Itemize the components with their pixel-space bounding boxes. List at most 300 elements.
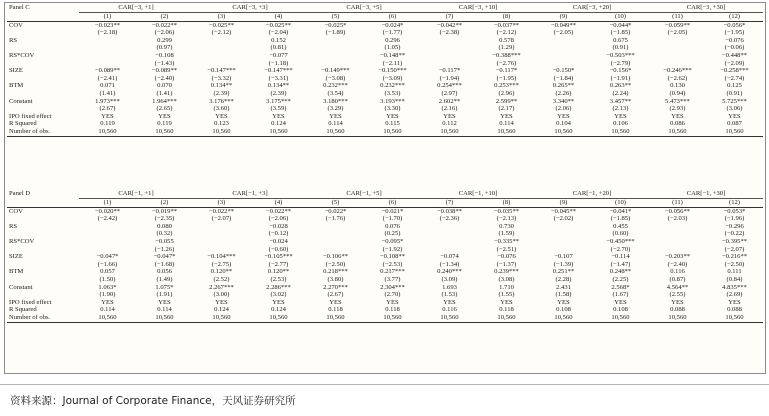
row-label: R Squared: [9, 120, 37, 128]
table-cell: −0.047*: [153, 253, 176, 261]
table-cell: −0.022*: [307, 207, 364, 215]
table-cell: (1.53): [441, 291, 458, 299]
table-cell: −0.019**: [136, 207, 193, 215]
column-number: (8): [502, 199, 511, 206]
table-cell: 0.134**: [267, 82, 290, 90]
table-cell: (−3.09): [382, 74, 403, 82]
table-cell: −0.296: [725, 222, 744, 230]
column-number: (7): [445, 13, 454, 20]
row-label: RS*COV: [9, 51, 35, 59]
table-cell: −0.047*: [96, 253, 119, 261]
table-cell: [421, 223, 478, 231]
spec-header: CAR[−1, +5]: [307, 189, 421, 199]
table-row: [7, 75, 763, 83]
spec-header: CAR[−3, +30]: [649, 3, 763, 13]
table-cell: (−2.75): [211, 260, 232, 268]
table-cell: [307, 223, 364, 231]
table-row: [7, 60, 763, 68]
table-cell: [79, 60, 136, 68]
table-cell: −0.025*: [307, 21, 364, 29]
table-cell: 0.578: [499, 36, 514, 44]
table-cell: 10,560: [250, 128, 307, 136]
table-cell: [421, 60, 478, 68]
table-cell: [79, 223, 136, 231]
table-cell: [307, 238, 364, 246]
table-cell: −0.108: [155, 51, 174, 59]
table-cell: −0.042**: [421, 21, 478, 29]
table-cell: [421, 246, 478, 254]
table-cell: 0.076: [385, 222, 400, 230]
table-cell: 2.270***: [323, 283, 348, 291]
table-cell: (0.32): [156, 230, 173, 238]
table-cell: (2.39): [213, 89, 230, 97]
table-cell: (−2.36): [439, 215, 460, 223]
table-row: [7, 223, 763, 231]
table-cell: (1.58): [555, 291, 572, 299]
table-cell: (3.77): [384, 275, 401, 283]
table-cell: (−2.51): [496, 245, 517, 253]
table-row: [7, 128, 763, 136]
table-cell: (−1.68): [154, 260, 175, 268]
column-number: (3): [217, 199, 226, 206]
table-cell: YES: [101, 298, 114, 306]
table-cell: [79, 246, 136, 254]
table-cell: [421, 238, 478, 246]
table-cell: [307, 52, 364, 60]
table-cell: 0.118: [385, 306, 400, 314]
table-cell: −0.150***: [378, 67, 407, 75]
table-cell: 0.114: [100, 306, 115, 314]
table-cell: 0.114: [328, 120, 343, 128]
table-cell: 2.568*: [611, 283, 630, 291]
table-cell: (−1.66): [97, 260, 118, 268]
row-label: Constant: [9, 283, 33, 291]
table-cell: 1.063*: [98, 283, 117, 291]
table-cell: (3.60): [213, 105, 230, 113]
table-cell: YES: [215, 298, 228, 306]
table-cell: (3.29): [327, 105, 344, 113]
table-cell: 3.176***: [209, 97, 234, 105]
column-number: (1): [103, 13, 112, 20]
table-cell: (−1.85): [610, 29, 631, 37]
column-number: (2): [160, 199, 169, 206]
table-cell: (−2.62): [667, 74, 688, 82]
table-cell: (0.91): [612, 44, 629, 52]
table-cell: (0.84): [726, 275, 743, 283]
table-cell: 0.108: [556, 306, 571, 314]
table-cell: (−1.34): [439, 260, 460, 268]
row-label: COV: [7, 207, 79, 215]
table-cell: −0.450***: [606, 237, 635, 245]
table-cell: [193, 246, 250, 254]
table-cell: (2.25): [612, 275, 629, 283]
table-cell: (−2.53): [382, 260, 403, 268]
table-cell: (−3.32): [211, 74, 232, 82]
table-row: [7, 67, 763, 75]
table-cell: (1.50): [99, 275, 116, 283]
row-label: [7, 276, 79, 284]
table-cell: YES: [443, 298, 456, 306]
spec-header: CAR[−3, +20]: [535, 3, 649, 13]
table-cell: (−1.91): [610, 74, 631, 82]
table-cell: YES: [158, 112, 171, 120]
table-cell: (−2.18): [97, 29, 118, 37]
table-cell: YES: [443, 112, 456, 120]
table-row: [7, 284, 763, 292]
table-cell: (−2.35): [154, 215, 175, 223]
table-cell: −0.147***: [264, 67, 293, 75]
table-row: [7, 105, 763, 113]
table-cell: (−0.12): [268, 230, 289, 238]
table-cell: (2.16): [441, 105, 458, 113]
table-cell: 10,560: [193, 128, 250, 136]
table-cell: 10,560: [421, 128, 478, 136]
table-cell: [535, 52, 592, 60]
table-cell: −0.076: [497, 253, 516, 261]
table-row: [7, 299, 763, 307]
row-label: [7, 44, 79, 52]
table-cell: (2.53): [270, 275, 287, 283]
table-cell: (1.91): [156, 291, 173, 299]
table-cell: 0.218***: [323, 268, 348, 276]
table-cell: 0.118: [328, 306, 343, 314]
table-cell: (−2.70): [610, 245, 631, 253]
table-cell: YES: [671, 298, 684, 306]
table-cell: −0.020**: [79, 207, 136, 215]
table-cell: 0.119: [100, 120, 115, 128]
table-cell: −0.148**: [379, 51, 406, 59]
table-cell: 10,560: [364, 314, 421, 322]
table-cell: 2.304***: [380, 283, 405, 291]
table-cell: −0.149***: [321, 67, 350, 75]
table-cell: 5.725***: [722, 97, 747, 105]
row-label: RS*COV: [9, 237, 35, 245]
table-cell: [649, 37, 706, 45]
table-cell: [535, 60, 592, 68]
table-cell: YES: [101, 112, 114, 120]
table-cell: 10,560: [421, 314, 478, 322]
table-cell: (−2.06): [154, 29, 175, 37]
table-cell: YES: [272, 112, 285, 120]
table-cell: −0.028: [269, 222, 288, 230]
column-number: (5): [331, 199, 340, 206]
row-label: BTM: [9, 268, 24, 276]
table-cell: 0.730: [499, 222, 514, 230]
table-cell: −0.216**: [721, 253, 748, 261]
table-cell: (1.41): [99, 89, 116, 97]
table-cell: −0.388***: [492, 51, 521, 59]
table-cell: 10,560: [79, 314, 136, 322]
table-cell: [79, 52, 136, 60]
table-cell: [535, 44, 592, 52]
table-cell: 0.263**: [609, 82, 632, 90]
table-cell: [649, 230, 706, 238]
table-cell: 0.108: [613, 306, 628, 314]
table-cell: 10,560: [592, 314, 649, 322]
table-cell: (3.02): [270, 291, 287, 299]
table-row: [7, 238, 763, 246]
table-cell: [307, 60, 364, 68]
table-cell: YES: [557, 298, 570, 306]
table-cell: (−2.02): [553, 215, 574, 223]
spec-header: CAR[−3, +1]: [79, 3, 193, 13]
table-cell: −0.503***: [606, 51, 635, 59]
table-cell: 0.116: [670, 268, 685, 276]
table-cell: (3.08): [498, 275, 515, 283]
table-cell: −0.053*: [706, 207, 763, 215]
table-cell: 0.124: [271, 306, 286, 314]
table-cell: (−1.96): [724, 215, 745, 223]
column-number: (12): [729, 13, 740, 20]
table-cell: −0.108**: [379, 253, 406, 261]
table-cell: [307, 44, 364, 52]
table-cell: (3.06): [726, 105, 743, 113]
table-cell: (−2.05): [667, 29, 688, 37]
table-cell: (3.30): [384, 105, 401, 113]
table-row: [7, 230, 763, 238]
table-cell: 0.071: [100, 82, 115, 90]
table-cell: −0.022**: [136, 21, 193, 29]
table-cell: −0.044*: [592, 21, 649, 29]
table-cell: 0.299: [157, 36, 172, 44]
table-row: [7, 37, 763, 45]
row-label: [7, 60, 79, 68]
table-cell: 5.473***: [665, 97, 690, 105]
table-row: [7, 314, 763, 322]
table-cell: 1.075*: [155, 283, 174, 291]
table-cell: [535, 238, 592, 246]
table-cell: (−2.12): [211, 29, 232, 37]
column-number: (2): [160, 13, 169, 20]
table-cell: [193, 238, 250, 246]
table-cell: [535, 230, 592, 238]
table-cell: (−2.13): [496, 215, 517, 223]
table-cell: −0.022**: [193, 207, 250, 215]
table-cell: YES: [671, 112, 684, 120]
table-cell: (−2.50): [325, 260, 346, 268]
table-cell: 0.239***: [494, 268, 519, 276]
table-cell: 1.710: [499, 283, 514, 291]
table-cell: 2.602**: [438, 97, 461, 105]
column-number: (12): [729, 199, 740, 206]
table-cell: 10,560: [649, 314, 706, 322]
table-cell: 0.217***: [380, 268, 405, 276]
table-cell: (−1.89): [325, 29, 346, 37]
table-cell: (0.60): [612, 230, 629, 238]
table-cell: YES: [614, 298, 627, 306]
table-cell: (3.09): [441, 275, 458, 283]
row-label: IPO fixed effect: [9, 112, 52, 120]
table-cell: (−3.08): [325, 74, 346, 82]
column-number: (9): [559, 13, 568, 20]
table-cell: (2.65): [156, 105, 173, 113]
table-row: [7, 253, 763, 261]
table-cell: (0.87): [669, 275, 686, 283]
table-cell: 2.286***: [266, 283, 291, 291]
table-cell: (0.94): [669, 89, 686, 97]
column-number: (4): [274, 199, 283, 206]
table-cell: −0.258***: [720, 67, 749, 75]
blank-cell: [7, 13, 79, 22]
table-cell: (1.41): [156, 89, 173, 97]
table-cell: −0.055: [155, 237, 174, 245]
table-cell: (0.91): [726, 89, 743, 97]
column-number: (4): [274, 13, 283, 20]
table-cell: 0.254***: [437, 82, 462, 90]
table-cell: 10,560: [193, 314, 250, 322]
table-cell: −0.105***: [264, 253, 293, 261]
table-cell: 0.120**: [267, 268, 290, 276]
column-number: (6): [388, 199, 397, 206]
table-cell: −0.022**: [250, 207, 307, 215]
table-cell: [193, 60, 250, 68]
table-cell: 0.070: [157, 82, 172, 90]
table-cell: 10,560: [535, 314, 592, 322]
table-cell: (2.55): [669, 291, 686, 299]
table-cell: (0.81): [270, 44, 287, 52]
spec-header: CAR[−3, +3]: [193, 3, 307, 13]
table-cell: 0.124: [271, 120, 286, 128]
table-cell: (1.59): [498, 230, 515, 238]
table-cell: [649, 60, 706, 68]
table-cell: 0.152: [271, 36, 286, 44]
table-cell: 10,560: [649, 128, 706, 136]
table-cell: 10,560: [250, 314, 307, 322]
table-cell: 0.124: [214, 306, 229, 314]
table-cell: 0.120**: [210, 268, 233, 276]
table-row: [7, 268, 763, 276]
table-cell: 0.104: [556, 120, 571, 128]
table-cell: (−0.06): [724, 44, 745, 52]
table-cell: 0.088: [727, 306, 742, 314]
table-cell: YES: [158, 298, 171, 306]
column-number: (10): [615, 13, 626, 20]
table-row: [7, 21, 763, 29]
table-cell: −0.203**: [664, 253, 691, 261]
table-cell: 0.111: [727, 268, 742, 276]
table-cell: 0.455: [613, 222, 628, 230]
table-cell: −0.104***: [207, 253, 236, 261]
row-label: [7, 75, 79, 83]
row-label: R Squared: [9, 306, 37, 314]
table-cell: 3.340**: [552, 97, 575, 105]
column-number: (8): [502, 13, 511, 20]
table-cell: −0.114: [611, 253, 630, 261]
table-cell: YES: [728, 298, 741, 306]
row-label: COV: [7, 21, 79, 29]
table-cell: −0.117*: [438, 67, 461, 75]
table-cell: −0.024*: [364, 21, 421, 29]
table-cell: 0.125: [727, 82, 742, 90]
table-row: [7, 113, 763, 121]
table-cell: [193, 230, 250, 238]
spec-header: CAR[−1, +3]: [193, 189, 307, 199]
row-label: RS: [9, 222, 18, 230]
table-cell: (−1.47): [610, 260, 631, 268]
panel-c: [7, 3, 763, 137]
table-cell: −0.246***: [663, 67, 692, 75]
table-cell: (2.93): [669, 105, 686, 113]
table-cell: (1.29): [498, 44, 515, 52]
table-cell: (2.28): [555, 275, 572, 283]
table-cell: (2.24): [612, 89, 629, 97]
table-cell: −0.056*: [706, 21, 763, 29]
table-cell: (2.67): [327, 291, 344, 299]
row-label: SIZE: [9, 67, 23, 75]
table-cell: −0.038**: [421, 207, 478, 215]
table-cell: −0.076: [725, 36, 744, 44]
column-number: (11): [672, 199, 683, 206]
table-cell: (2.13): [612, 105, 629, 113]
table-cell: [307, 37, 364, 45]
table-cell: (−2.40): [667, 260, 688, 268]
table-cell: [535, 223, 592, 231]
table-cell: 0.265**: [552, 82, 575, 90]
table-cell: 10,560: [535, 128, 592, 136]
table-cell: −0.150*: [552, 67, 575, 75]
table-cell: (−2.50): [724, 260, 745, 268]
table-cell: 2.599**: [495, 97, 518, 105]
panel-title: Panel C: [9, 4, 30, 12]
table-cell: (1.67): [612, 291, 629, 299]
table-cell: YES: [614, 112, 627, 120]
table-cell: −0.021*: [364, 207, 421, 215]
table-cell: (−2.41): [97, 74, 118, 82]
table-cell: (−2.38): [439, 29, 460, 37]
table-cell: (−2.77): [268, 260, 289, 268]
table-cell: −0.045**: [535, 207, 592, 215]
table-cell: (−2.40): [154, 74, 175, 82]
table-cell: (−1.95): [496, 74, 517, 82]
table-row: [7, 207, 763, 215]
table-cell: (1.90): [99, 291, 116, 299]
row-label: IPO fixed effect: [9, 298, 52, 306]
table-cell: YES: [215, 112, 228, 120]
column-number: (11): [672, 13, 683, 20]
column-number: (9): [559, 199, 568, 206]
table-cell: [193, 37, 250, 45]
table-cell: −0.056**: [649, 207, 706, 215]
table-cell: 2.267***: [209, 283, 234, 291]
table-cell: 4.835***: [722, 283, 747, 291]
table-cell: (−2.09): [724, 59, 745, 67]
table-cell: (2.96): [498, 89, 515, 97]
table-cell: 0.119: [157, 120, 172, 128]
table-cell: 0.056: [157, 268, 172, 276]
table-cell: 0.248**: [609, 268, 632, 276]
table-cell: 0.123: [214, 120, 229, 128]
table-cell: YES: [329, 298, 342, 306]
table-cell: −0.037**: [478, 21, 535, 29]
column-number: (10): [615, 199, 626, 206]
table-cell: 0.115: [385, 120, 400, 128]
table-cell: 10,560: [136, 128, 193, 136]
table-cell: (−2.03): [667, 215, 688, 223]
table-cell: (2.17): [498, 105, 515, 113]
table-cell: (−2.04): [268, 29, 289, 37]
row-label: BTM: [9, 82, 24, 90]
table-cell: 0.114: [157, 306, 172, 314]
table-cell: [79, 44, 136, 52]
table-row: [7, 291, 763, 299]
table-row: [7, 120, 763, 128]
spec-header: CAR[−1, +10]: [421, 189, 535, 199]
table-cell: 10,560: [307, 314, 364, 322]
table-cell: −0.147***: [207, 67, 236, 75]
table-cell: (2.97): [441, 89, 458, 97]
table-cell: 1.973***: [95, 97, 120, 105]
table-cell: −0.077: [269, 51, 288, 59]
